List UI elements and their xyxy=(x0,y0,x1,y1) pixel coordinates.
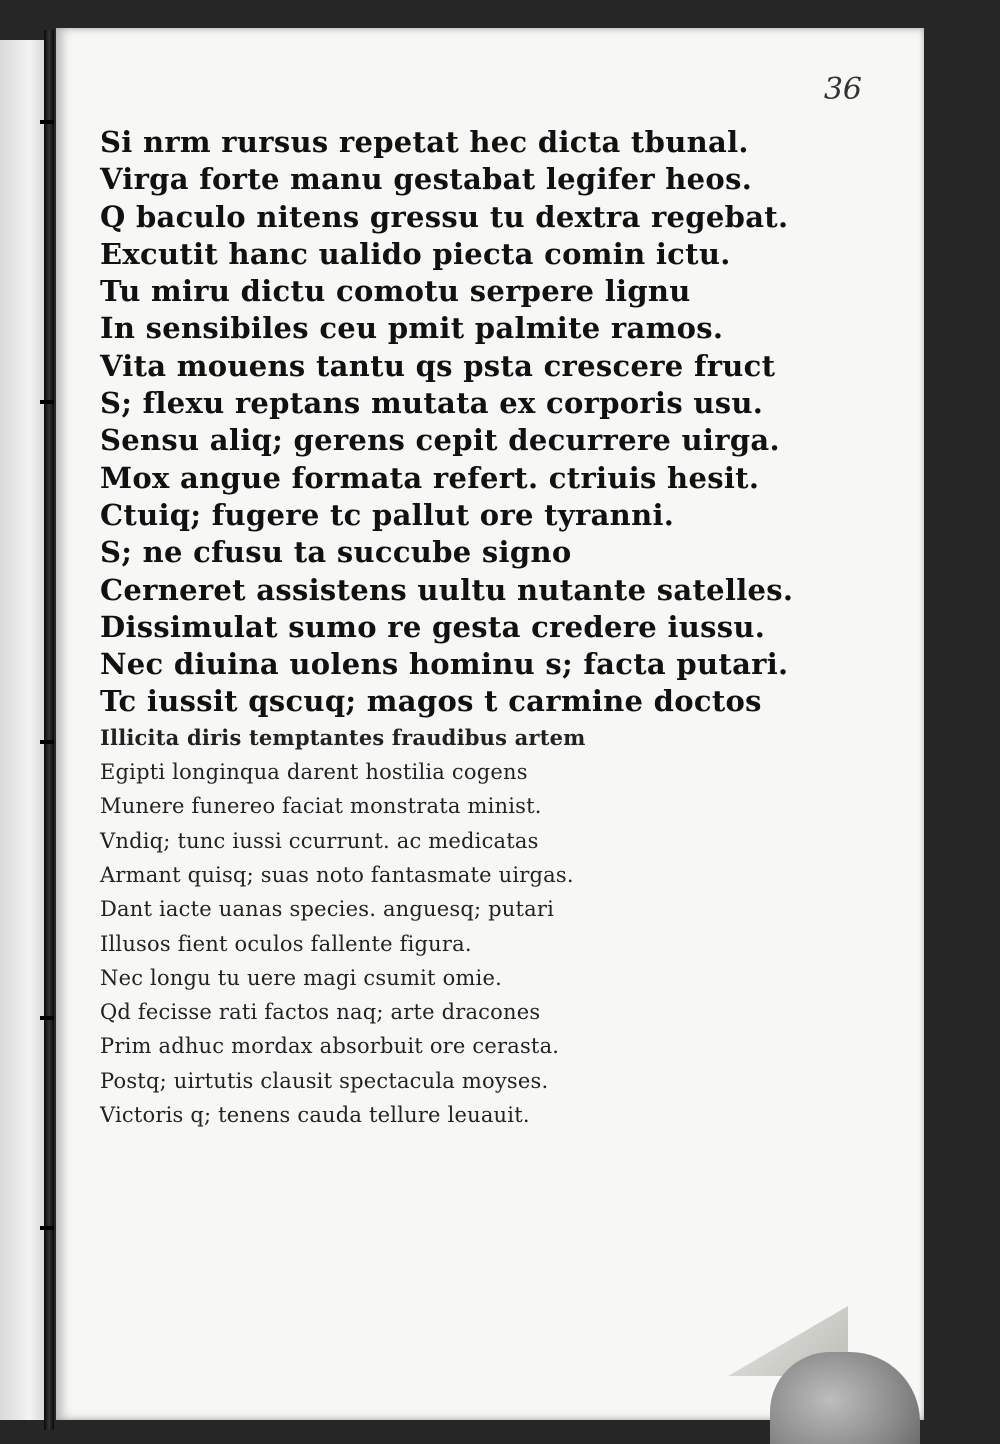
text-line: Victoris q; tenens cauda tellure leuauit. xyxy=(100,1103,530,1128)
text-line: Nec longu tu uere magi csumit omie. xyxy=(100,965,502,990)
text-line: Ctuiq; fugere tc pallut ore tyranni. xyxy=(100,497,675,532)
text-line: Qd fecisse rati factos naq; arte dracones xyxy=(100,1000,541,1025)
text-line: S; ne cfusu ta succube signo xyxy=(100,535,572,570)
binding-spine xyxy=(44,30,54,1430)
text-line: Vita mouens tantu qs psta crescere fruct xyxy=(100,348,776,383)
manuscript-text xyxy=(100,124,860,1132)
text-line: In sensibiles ceu pmit palmite ramos. xyxy=(100,311,724,346)
text-line: Mox angue formata refert. ctriuis hesit. xyxy=(100,460,760,495)
folio-page xyxy=(56,28,924,1420)
text-line: Dant iacte uanas species. anguesq; putari xyxy=(100,897,555,922)
binding-stitch xyxy=(40,1226,54,1230)
binding-stitch xyxy=(40,120,54,124)
text-line: Illicita diris temptantes fraudibus artem xyxy=(100,724,586,750)
text-line: Nec diuina uolens hominu s; facta putari. xyxy=(100,647,789,682)
text-line: Dissimulat sumo re gesta credere iussu. xyxy=(100,609,766,644)
binding-stitch xyxy=(40,400,54,404)
text-line: Si nrm rursus repetat hec dicta tbunal. xyxy=(100,125,749,159)
text-line: Vndiq; tunc iussi ccurrunt. ac medicatas xyxy=(100,828,539,853)
text-line: Excutit hanc ualido piecta comin ictu. xyxy=(100,236,731,271)
folio-number: 36 xyxy=(823,72,862,107)
binding-stitch xyxy=(40,1016,54,1020)
text-line: Prim adhuc mordax absorbuit ore cerasta. xyxy=(100,1034,560,1059)
text-hand-b xyxy=(100,721,860,1133)
text-line: Munere funereo faciat monstrata minist. xyxy=(100,794,542,819)
binding-stitch xyxy=(40,740,54,744)
text-line: Egipti longinqua darent hostilia cogens xyxy=(100,760,528,785)
text-line: Illusos fient oculos fallente figura. xyxy=(100,931,472,956)
text-line: Q baculo nitens gressu tu dextra regebat. xyxy=(100,199,789,234)
text-hand-a xyxy=(100,124,860,721)
text-line: Cerneret assistens uultu nutante satelles. xyxy=(100,572,794,607)
text-line: Virga forte manu gestabat legifer heos. xyxy=(100,162,753,197)
text-line: Sensu aliq; gerens cepit decurrere uirga. xyxy=(100,423,780,458)
text-line: Armant quisq; suas noto fantasmate uirgas. xyxy=(100,862,574,887)
text-line: Tu miru dictu comotu serpere lignu xyxy=(100,274,691,309)
text-line: S; flexu reptans mutata ex corporis usu. xyxy=(100,386,764,421)
text-line: Postq; uirtutis clausit spectacula moyses. xyxy=(100,1068,549,1093)
text-line: Tc iussit qscuq; magos t carmine doctos xyxy=(100,684,762,719)
